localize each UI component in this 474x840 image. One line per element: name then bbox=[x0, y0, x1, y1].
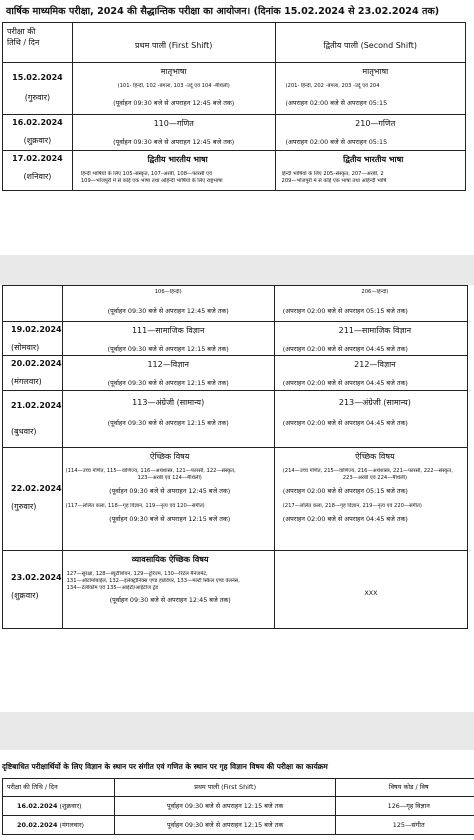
first-note-line2: 109—भोजपुरी में से कोई एक भाषा तथा अहिन्दी भाषियों के लिए राष्ट्रभाषा bbox=[80, 178, 223, 184]
first-note-line2: 131—ऑटोमोबाईल, 132—इलेक्ट्रॉनिक्स एण्ड हार्डवेयर, 133—मल्टी स्किल एण्ड वेलनेस, bbox=[66, 578, 240, 584]
first-subject: मातृभाषा bbox=[160, 67, 187, 76]
row-day: (शुक्रवार) bbox=[59, 802, 82, 810]
row-date: 15.02.2024 bbox=[12, 73, 63, 82]
row-date: 19.02.2024 bbox=[11, 325, 62, 334]
special-schedule-table bbox=[2, 778, 474, 835]
first-time-1: (पूर्वाहन 09:30 बजे से अपराहन 12:45 बजे तक) bbox=[109, 487, 231, 495]
second-time: (अपराहन 02:00 बजे से अपराहन 04:45 बजे तक) bbox=[282, 419, 408, 427]
first-time: (पूर्वाहन 09:30 बजे से अपराहन 12:45 बजे तक) bbox=[113, 99, 235, 107]
second-note-line2: 209—भोजपुरी में से कोई एक भाषा तथा अहिन्दी भाषि bbox=[281, 178, 387, 184]
second-subject: द्वितीय भारतीय भाषा bbox=[343, 155, 404, 164]
second-time: (अपराहन 02:00 बजे से अपराहन 04:45 बजे तक) bbox=[282, 345, 408, 353]
row-date: 20.02.2024 bbox=[17, 821, 58, 829]
second-time-2: (अपराहन 02:00 बजे से अपराहन 04:45 बजे तक) bbox=[282, 515, 408, 523]
header-first-label: प्रथम पाली (First Shift) bbox=[134, 41, 213, 50]
row-day: (शुक्रवार) bbox=[11, 591, 39, 600]
first-time-2: (पूर्वाहन 09:30 बजे से अपराहन 12:15 बजे तक) bbox=[109, 515, 231, 523]
row-date: 16.02.2024 bbox=[17, 802, 58, 810]
header-first-shift bbox=[72, 23, 275, 63]
first-note: (101- हिन्दी, 102 -बंगला, 103 -उर्दू एवं 104 -मैथिली) bbox=[117, 83, 230, 89]
second-subject: 212—विज्ञान bbox=[354, 360, 396, 369]
row-day: (मंगलवार) bbox=[59, 821, 85, 829]
first-subject: 110—गणित bbox=[153, 119, 194, 128]
row-day: (शनिवार) bbox=[23, 172, 52, 181]
row-date: 21.02.2024 bbox=[11, 401, 62, 410]
first-time: (पूर्वाहन 09:30 बजे से अपराहन 12:15 बजे तक) bbox=[107, 419, 229, 427]
table-row bbox=[3, 391, 468, 448]
table-row bbox=[3, 63, 466, 115]
header-date bbox=[3, 23, 73, 63]
special-schedule-title: दृष्टिबाधित परीक्षार्थियों के लिए विज्ञान के स्थान पर संगीत एवं गणित के स्थान पर गृह विज्ञान विषय की परीक्षा का कार्यक्रम bbox=[2, 762, 328, 771]
second-subject: 210—गणित bbox=[355, 119, 396, 128]
second-subject: 211—सामाजिक विज्ञान bbox=[338, 326, 412, 335]
second-shift-na: XXX bbox=[364, 589, 378, 597]
table-row bbox=[3, 322, 468, 356]
second-time: (अपराहन 02:00 बजे से अपराहन 05:15 bbox=[285, 138, 388, 146]
row-time: पूर्वाहन 09:30 बजे से अपराहन 12:15 बजे तक bbox=[167, 802, 284, 810]
first-note-line2: 123—अरबी एवं 124—मैथिली) bbox=[137, 475, 202, 481]
first-note-line1: (114—उच्च गणित, 115—वाणिज्य, 116—अर्थशास्त्र, 121—फारसी, 122—संस्कृत, bbox=[65, 468, 236, 474]
row-day: (गुरुवार) bbox=[24, 93, 51, 102]
first-note-line3: (117—ललित कला, 118—गृह विज्ञान, 119—नृत्य एवं 120—संगीत) bbox=[65, 503, 205, 509]
table-row-continued bbox=[3, 286, 468, 322]
first-subject: 113—अंग्रेजी (सामान्य) bbox=[132, 398, 205, 407]
schedule-title: वार्षिक माध्यमिक परीक्षा, 2024 की सैद्धान्तिक परीक्षा का आयोजन। (दिनांक 15.02.2024 से 23.02.2024 तक) bbox=[6, 6, 440, 17]
second-time: (अपराहन 02:00 बजे से अपराहन 05:15 बजे तक) bbox=[282, 307, 408, 315]
page-gap-1 bbox=[0, 255, 474, 285]
second-subject: ऐच्छिक विषय bbox=[355, 452, 395, 461]
row-day: (मंगलवार) bbox=[11, 377, 42, 386]
header-second-shift bbox=[275, 23, 465, 63]
header-date-line1: परीक्षा की bbox=[7, 27, 36, 36]
header-second-label: द्वितीय पाली (Second Shift) bbox=[323, 41, 418, 50]
page-1 bbox=[0, 0, 474, 255]
schedule-table-1 bbox=[2, 22, 466, 191]
row-code: 126—गृह विज्ञान bbox=[387, 802, 430, 810]
row-day: (शुक्रवार) bbox=[23, 136, 52, 145]
first-note-line3: 134—टेलीकॉम एवं 135—आईटी/आईटीज ट्रेड bbox=[66, 585, 158, 591]
header-first-shift: प्रथम पाली (First Shift) bbox=[194, 783, 257, 791]
first-time: (पूर्वाहन 09:30 बजे से अपराहन 12:15 बजे तक) bbox=[107, 345, 229, 353]
page-3 bbox=[0, 750, 474, 840]
second-note-line1: हिन्दी भाषियों के लिए 205–संस्कृत, 207—अरबी, 2 bbox=[281, 171, 384, 177]
page-2 bbox=[0, 285, 474, 712]
first-subject: 111—सामाजिक विज्ञान bbox=[131, 326, 205, 335]
first-subject: द्वितीय भारतीय भाषा bbox=[147, 155, 208, 164]
table-row bbox=[3, 356, 468, 391]
table-row bbox=[3, 115, 466, 151]
row-code: 125—संगीत bbox=[392, 821, 425, 829]
first-time: (पूर्वाहन 09:30 बजे से अपराहन 12:45 बजे तक) bbox=[107, 307, 229, 315]
row-time: पूर्वाहन 09:30 बजे से अपराहन 12:15 बजे तक bbox=[167, 821, 284, 829]
table-row bbox=[3, 551, 468, 629]
row-date: 22.02.2024 bbox=[11, 484, 62, 493]
second-note-line2: 223—अरबी एवं 224—मैथिली) bbox=[342, 475, 408, 481]
second-note-line3: (217—ललित कला, 218—गृह विज्ञान, 219—नृत्य एवं 220—संगीत) bbox=[282, 503, 422, 509]
second-note: (201- हिन्दी, 202 -बंगला, 203 -उर्दू एवं 204 bbox=[285, 83, 380, 89]
row-date: 16.02.2024 bbox=[12, 118, 63, 127]
table-row bbox=[3, 448, 468, 551]
table-row bbox=[3, 816, 474, 835]
row-day: (बुधवार) bbox=[11, 427, 37, 436]
second-subject: मातृभाषा bbox=[362, 67, 389, 76]
first-note-line1: 127—सुरक्षा, 128—ब्यूटीशियन, 129—टूरिज्म, 130—रिटेल मैनेजमेंट, bbox=[66, 571, 208, 577]
first-time: (पूर्वाहन 09:30 बजे से अपराहन 12:45 बजे तक) bbox=[109, 596, 231, 604]
page-gap-2 bbox=[0, 712, 474, 750]
first-subject: व्यावसायिक ऐच्छिक विषय bbox=[131, 555, 209, 564]
schedule-table-2 bbox=[2, 285, 468, 629]
second-note-line1: (214—उच्च गणित, 215—वाणिज्य, 216—अर्थशास्त्र, 221—फारसी, 222—संस्कृत, bbox=[282, 468, 453, 474]
first-time: (पूर्वाहन 09:30 बजे से अपराहन 12:15 बजे तक) bbox=[107, 379, 229, 387]
header-date: परीक्षा की तिथि / दिन bbox=[7, 783, 58, 791]
header-subject-code: विषय कोड / विष bbox=[388, 783, 429, 791]
second-time: (अपराहन 02:00 बजे से अपराहन 05:15 bbox=[285, 99, 388, 107]
second-time-1: (अपराहन 02:00 बजे से अपराहन 05:15 बजे तक) bbox=[282, 487, 408, 495]
first-subject: 112—विज्ञान bbox=[147, 360, 189, 369]
row-date: 20.02.2024 bbox=[11, 359, 62, 368]
first-note-line1: हिन्दी भाषियों के लिए 105–संस्कृत, 107–अरबी, 108—फारसी एवं bbox=[80, 171, 212, 177]
first-time: (पूर्वाहन 09:30 बजे से अपराहन 12:45 बजे तक) bbox=[113, 138, 235, 146]
table-row bbox=[3, 151, 466, 191]
table-row bbox=[3, 797, 474, 816]
row-day: (सोमवार) bbox=[11, 343, 40, 352]
first-note: 106—हिन्दी) bbox=[154, 289, 182, 295]
header-date-line2: तिथि / दिन bbox=[7, 38, 40, 47]
row-day: (गुरुवार) bbox=[11, 502, 37, 511]
second-subject: 213—अंग्रेजी (सामान्य) bbox=[338, 398, 411, 407]
second-note: 206—हिन्दी) bbox=[361, 289, 389, 295]
first-subject: ऐच्छिक विषय bbox=[149, 452, 190, 461]
row-date: 23.02.2024 bbox=[11, 573, 62, 582]
row-date: 17.02.2024 bbox=[12, 154, 63, 163]
second-time: (अपराहन 02:00 बजे से अपराहन 04:45 बजे तक) bbox=[282, 379, 408, 387]
